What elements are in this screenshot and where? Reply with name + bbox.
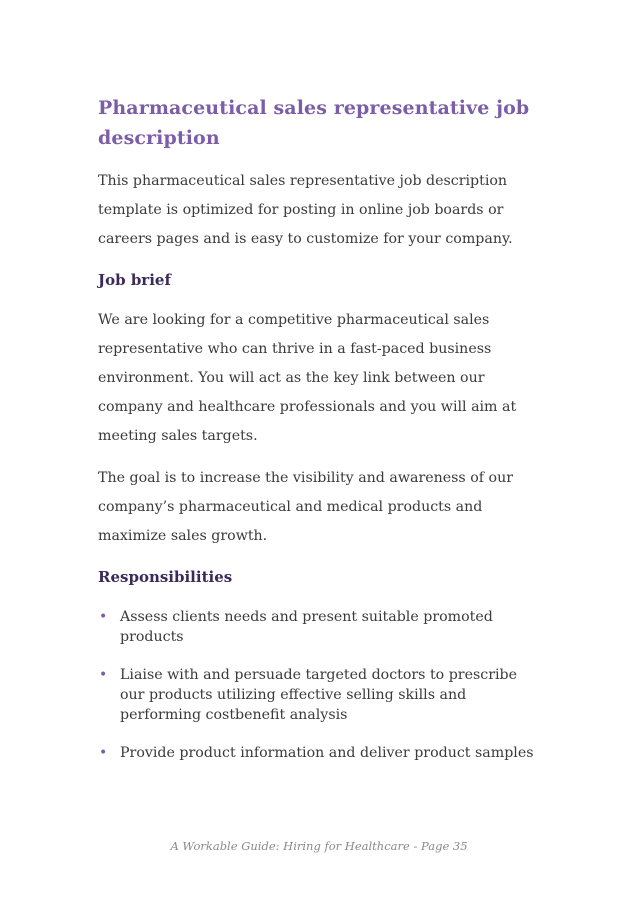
document-page bbox=[98, 93, 538, 781]
job-brief-heading: Job brief bbox=[98, 271, 171, 289]
list-item bbox=[98, 743, 538, 763]
bullet-icon: • bbox=[99, 745, 108, 761]
list-item bbox=[98, 665, 538, 725]
list-item-text: Assess clients needs and present suitable promoted products bbox=[120, 609, 493, 645]
intro-paragraph: This pharmaceutical sales representative job description template is optimized for posting in online job boards or careers pages and is easy to customize for your company. bbox=[98, 173, 513, 247]
responsibilities-heading: Responsibilities bbox=[98, 568, 233, 586]
list-item-text: Liaise with and persuade targeted doctors to prescribe our products utilizing effective selling skills and performing costbenefit analysis bbox=[120, 667, 518, 723]
responsibilities-list bbox=[98, 607, 538, 763]
page-title: Pharmaceutical sales representative job description bbox=[98, 97, 530, 149]
list-item bbox=[98, 607, 538, 647]
page-footer: A Workable Guide: Hiring for Healthcare - Page 35 bbox=[170, 839, 468, 853]
bullet-icon: • bbox=[99, 667, 108, 683]
job-brief-paragraph-1: We are looking for a competitive pharmaceutical sales representative who can thrive in a fast-paced business environment. You will act as the key link between our company and healthcare professionals and you will aim at meeting sales targets. bbox=[98, 312, 517, 444]
bullet-icon: • bbox=[99, 609, 108, 625]
job-brief-paragraph-2: The goal is to increase the visibility and awareness of our company’s pharmaceutical and medical products and maximize sales growth. bbox=[98, 470, 513, 544]
list-item-text: Provide product information and deliver product samples bbox=[120, 745, 534, 761]
